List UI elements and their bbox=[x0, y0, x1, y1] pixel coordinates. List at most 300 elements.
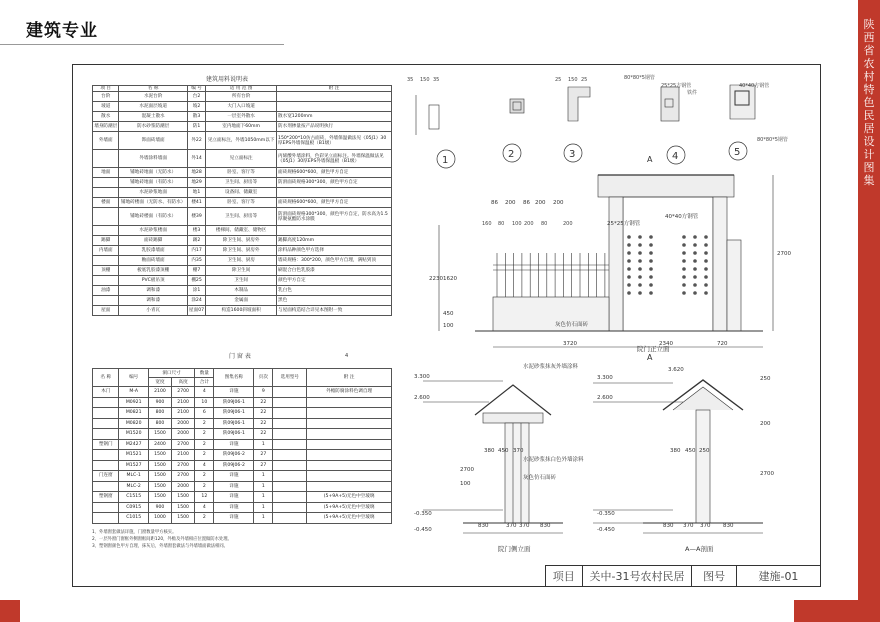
table-cell: (5+9A+5)无色中空玻璃 bbox=[307, 492, 392, 503]
door-stud bbox=[704, 267, 708, 271]
door-stud bbox=[693, 291, 697, 295]
table-cell: 涂1 bbox=[187, 286, 205, 296]
svg-text:3.620: 3.620 bbox=[668, 367, 684, 373]
bottom-right-band bbox=[794, 600, 880, 622]
door-stud bbox=[627, 291, 631, 295]
table-cell: 2100 bbox=[148, 387, 171, 398]
table-cell: 踢2 bbox=[187, 236, 205, 246]
table-cell: 27 bbox=[254, 450, 273, 461]
table-cell: 详施 bbox=[214, 481, 254, 492]
table-cell: 900 bbox=[148, 502, 171, 513]
svg-text:380: 380 bbox=[484, 448, 495, 454]
svg-text:-0.450: -0.450 bbox=[597, 527, 615, 533]
table-cell: 详施 bbox=[214, 471, 254, 482]
table-cell: 详施 bbox=[214, 513, 254, 524]
svg-text:80*80*5钢管: 80*80*5钢管 bbox=[624, 75, 655, 81]
door-stud bbox=[704, 251, 708, 255]
svg-text:830: 830 bbox=[723, 523, 734, 529]
table-cell: 陕09J06-1 bbox=[214, 408, 254, 419]
table-cell: 外檐防腐涂料色调自理 bbox=[307, 387, 392, 398]
svg-text:370: 370 bbox=[683, 523, 694, 529]
table-cell: 铺地砖楼面（有防水） bbox=[119, 208, 187, 226]
door-stud bbox=[704, 275, 708, 279]
door-stud bbox=[693, 259, 697, 263]
detail-marker-1: 1 bbox=[442, 155, 449, 166]
table-cell: 颜色甲方自定 bbox=[277, 276, 392, 286]
svg-text:250: 250 bbox=[760, 376, 771, 382]
svg-text:1620: 1620 bbox=[443, 276, 457, 282]
table-cell: 2 bbox=[195, 418, 214, 429]
table-cell: 乳白色 bbox=[277, 286, 392, 296]
door-stud bbox=[682, 275, 686, 279]
table-cell: (5+9A+5)无色中空玻璃 bbox=[307, 502, 392, 513]
table-cell: 卫生间、厨房等 bbox=[206, 178, 277, 188]
svg-text:35: 35 bbox=[407, 77, 414, 83]
door-stud bbox=[638, 259, 642, 263]
detail-2-shape bbox=[510, 99, 524, 113]
svg-text:铁件: 铁件 bbox=[687, 90, 698, 96]
table-cell: 门连窗 bbox=[93, 471, 119, 482]
door-window-header-cell: 选用型号 bbox=[273, 369, 307, 387]
svg-text:2.600: 2.600 bbox=[414, 395, 430, 401]
table-cell: 4 bbox=[195, 387, 214, 398]
table-cell: 1 bbox=[254, 513, 273, 524]
svg-text:830: 830 bbox=[478, 523, 489, 529]
svg-text:水泥砂浆抹白色外墙涂料: 水泥砂浆抹白色外墙涂料 bbox=[523, 457, 584, 463]
table-cell: 2 bbox=[195, 471, 214, 482]
table-cell: 1500 bbox=[148, 460, 171, 471]
table-cell: 22 bbox=[254, 408, 273, 419]
svg-text:A: A bbox=[647, 155, 653, 164]
door-window-header-cell: 附 注 bbox=[307, 369, 392, 387]
table-cell: 外墙面 bbox=[93, 132, 119, 150]
table-cell: 陕09J06-2 bbox=[214, 460, 254, 471]
svg-text:80*80*5钢管: 80*80*5钢管 bbox=[757, 137, 788, 143]
table-cell: 2 bbox=[195, 481, 214, 492]
table-cell: 防水砂浆防潮层 bbox=[119, 122, 187, 132]
table-cell: 调和漆 bbox=[119, 296, 187, 306]
svg-text:2700: 2700 bbox=[760, 471, 774, 477]
table-cell: 除卫生间、厨房外 bbox=[206, 246, 277, 256]
table-cell: 所有台阶 bbox=[206, 92, 277, 102]
table-cell: 卫生间、厨房等 bbox=[206, 208, 277, 226]
table-cell: 900 bbox=[148, 397, 171, 408]
door-stud bbox=[682, 283, 686, 287]
svg-text:2700: 2700 bbox=[460, 467, 474, 473]
table-cell: 详施 bbox=[214, 492, 254, 503]
table-cell: 一层室外散水 bbox=[206, 112, 277, 122]
table-cell: 外14 bbox=[187, 150, 205, 168]
table-cell: 800 bbox=[148, 408, 171, 419]
door-stud bbox=[649, 251, 653, 255]
table-cell: 见立面标注，外墙1050mm以下 bbox=[206, 132, 277, 150]
table-cell: 塑钢门 bbox=[93, 439, 119, 450]
table-cell: 地1 bbox=[187, 188, 205, 198]
table-cell: 1500 bbox=[172, 502, 195, 513]
table-cell: 塑钢窗 bbox=[93, 492, 119, 503]
table-cell: 陕09J06-2 bbox=[214, 450, 254, 461]
sheet-number: 建施-01 bbox=[758, 570, 799, 583]
svg-text:3.300: 3.300 bbox=[414, 374, 430, 380]
table-cell: 屋面 bbox=[93, 306, 119, 316]
svg-text:150: 150 bbox=[568, 77, 578, 83]
door-window-header-cell: 页次 bbox=[254, 369, 273, 387]
table-cell: 混凝土散水 bbox=[119, 112, 187, 122]
door-window-header-cell: 名 称 bbox=[93, 369, 119, 387]
materials-table-title: 建筑用料说明表 bbox=[206, 76, 249, 83]
project-label: 项目 bbox=[546, 566, 583, 586]
table-cell: 12 bbox=[195, 492, 214, 503]
table-cell: 设备间、储藏室 bbox=[206, 188, 277, 198]
door-stud bbox=[638, 283, 642, 287]
table-cell: 1500 bbox=[172, 513, 195, 524]
table-cell: 1500 bbox=[172, 492, 195, 503]
table-cell: 楼39 bbox=[187, 208, 205, 226]
table-cell: 详施 bbox=[214, 387, 254, 398]
svg-text:-0.350: -0.350 bbox=[597, 511, 615, 517]
table-cell: 2100 bbox=[172, 408, 195, 419]
table-cell: 外墙涂料墙面 bbox=[119, 150, 187, 168]
table-cell: 墙身防潮层 bbox=[93, 122, 119, 132]
detail-5-shape bbox=[730, 85, 755, 119]
table-cell: 1 bbox=[254, 492, 273, 503]
svg-text:380: 380 bbox=[670, 448, 681, 454]
svg-text:86: 86 bbox=[491, 200, 498, 206]
svg-text:25*25方钢管: 25*25方钢管 bbox=[661, 83, 692, 89]
door-stud bbox=[693, 235, 697, 239]
table-cell: M2427 bbox=[119, 439, 148, 450]
table-cell: 陕09J06-1 bbox=[214, 418, 254, 429]
table-cell: 卧室、客厅等 bbox=[206, 168, 277, 178]
table-cell: 2700 bbox=[172, 387, 195, 398]
table-cell: 乳胶漆墙面 bbox=[119, 246, 187, 256]
note-line: 3、塑钢窗颜色甲方自理，抹灰后，外墙窗套做法与外墙墙面做法相同。 bbox=[92, 544, 228, 549]
table-cell: 卫生间 bbox=[206, 276, 277, 286]
svg-text:80: 80 bbox=[498, 221, 505, 227]
svg-text:2.600: 2.600 bbox=[597, 395, 613, 401]
table-cell: (5+9A+5)无色中空玻璃 bbox=[307, 513, 392, 524]
materials-header-cell: 附 注 bbox=[277, 86, 392, 92]
table-cell: 散3 bbox=[187, 112, 205, 122]
table-cell: 防水剂掺量按产品说明执行 bbox=[277, 122, 392, 132]
svg-text:150: 150 bbox=[420, 77, 430, 83]
door-window-subheader-cell: 宽度 bbox=[148, 378, 171, 387]
table-cell: 踢脚 bbox=[93, 236, 119, 246]
svg-text:200: 200 bbox=[760, 421, 771, 427]
table-cell: 详施 bbox=[214, 439, 254, 450]
svg-text:370: 370 bbox=[700, 523, 711, 529]
table-cell: 地29 bbox=[187, 178, 205, 188]
svg-text:3720: 3720 bbox=[563, 341, 577, 347]
drawing-sheet bbox=[72, 64, 821, 587]
table-cell: 水泥砂浆地面 bbox=[119, 188, 187, 198]
table-cell: 与屋面构造结合详见本图附一致 bbox=[277, 306, 392, 316]
svg-text:灰色仿石面砖: 灰色仿石面砖 bbox=[523, 475, 557, 481]
door-window-table-title: 门 窗 表 bbox=[229, 353, 251, 360]
door-stud bbox=[627, 283, 631, 287]
table-cell: 1500 bbox=[148, 450, 171, 461]
door-stud bbox=[704, 283, 708, 287]
table-cell: C1515 bbox=[119, 492, 148, 503]
svg-text:25*25方钢管: 25*25方钢管 bbox=[607, 221, 641, 227]
table-cell: 2100 bbox=[172, 397, 195, 408]
svg-text:450: 450 bbox=[443, 311, 454, 317]
table-cell: M-A bbox=[119, 387, 148, 398]
svg-text:25: 25 bbox=[555, 77, 562, 83]
table-cell: 面砖踢脚 bbox=[119, 236, 187, 246]
svg-text:3.300: 3.300 bbox=[597, 375, 613, 381]
door-window-header-cell: 编号 bbox=[119, 369, 148, 387]
table-cell: 釉面砖墙面 bbox=[119, 256, 187, 266]
svg-text:200: 200 bbox=[563, 221, 573, 227]
svg-text:100: 100 bbox=[443, 323, 454, 329]
sheet-label: 图号 bbox=[692, 566, 737, 586]
table-cell: 27 bbox=[254, 460, 273, 471]
svg-text:200: 200 bbox=[535, 200, 546, 206]
door-stud bbox=[638, 235, 642, 239]
door-stud bbox=[682, 251, 686, 255]
table-cell: 陕09J06-1 bbox=[214, 429, 254, 440]
header-divider bbox=[0, 44, 284, 45]
svg-text:450: 450 bbox=[498, 448, 509, 454]
table-cell: 2 bbox=[195, 450, 214, 461]
svg-text:720: 720 bbox=[717, 341, 728, 347]
table-cell: 9 bbox=[254, 387, 273, 398]
table-cell: 楼面 bbox=[93, 198, 119, 208]
table-cell: 大门入口坡道 bbox=[206, 102, 277, 112]
table-cell: 内35 bbox=[187, 256, 205, 266]
svg-text:830: 830 bbox=[540, 523, 551, 529]
table-cell: 木制品 bbox=[206, 286, 277, 296]
door-stud bbox=[704, 291, 708, 295]
table-cell: C1015 bbox=[119, 513, 148, 524]
section-title: A—A剖面 bbox=[685, 545, 714, 553]
table-cell: M1520 bbox=[119, 429, 148, 440]
table-cell: 楼3 bbox=[187, 226, 205, 236]
title-block bbox=[545, 565, 820, 586]
table-cell: 2700 bbox=[172, 439, 195, 450]
section-drawing bbox=[593, 380, 763, 533]
door-stud bbox=[649, 243, 653, 247]
table-cell: 22 bbox=[254, 429, 273, 440]
table-cell: 坡道 bbox=[93, 102, 119, 112]
door-stud bbox=[638, 291, 642, 295]
door-stud bbox=[627, 259, 631, 263]
table-cell: 油漆 bbox=[93, 286, 119, 296]
door-stud bbox=[704, 235, 708, 239]
table-cell: 2 bbox=[195, 513, 214, 524]
door-stud bbox=[649, 259, 653, 263]
table-cell: 2700 bbox=[172, 460, 195, 471]
svg-text:86: 86 bbox=[523, 200, 530, 206]
table-cell: C0915 bbox=[119, 502, 148, 513]
svg-text:200: 200 bbox=[524, 221, 534, 227]
drawings-svg bbox=[73, 65, 820, 565]
table-cell: 2700 bbox=[172, 471, 195, 482]
table-cell: 金属面 bbox=[206, 296, 277, 306]
table-cell: 150*200*10仿古面砖，外墙保温做法见《05J1》30厚EPS外墙保温板（B1级） bbox=[277, 132, 392, 150]
table-cell: 顶棚 bbox=[93, 266, 119, 276]
table-cell: 防滑面砖规格300*300，颜色甲方自定，防水高为1.5厚聚氨酯防水涂膜 bbox=[277, 208, 392, 226]
table-cell: 饰面砖墙面 bbox=[119, 132, 187, 150]
table-cell: 1500 bbox=[148, 471, 171, 482]
table-cell: 陕09J06-1 bbox=[214, 397, 254, 408]
table-cell: 卧室、客厅等 bbox=[206, 198, 277, 208]
door-stud bbox=[649, 291, 653, 295]
door-stud bbox=[638, 267, 642, 271]
materials-header-cell: 名 称 bbox=[119, 86, 187, 92]
table-cell: PVC板吊顶 bbox=[119, 276, 187, 286]
door-window-header-cell: 图集名称 bbox=[214, 369, 254, 387]
table-cell: 踢脚高度120mm bbox=[277, 236, 392, 246]
table-cell: 散水 bbox=[93, 112, 119, 122]
table-cell: 地面 bbox=[93, 168, 119, 178]
svg-text:40*40方钢管: 40*40方钢管 bbox=[665, 214, 699, 220]
project-name: 关中-31号农村民居 bbox=[583, 566, 693, 586]
table-cell: 1 bbox=[254, 471, 273, 482]
door-window-subheader-cell: 合计 bbox=[195, 378, 214, 387]
door-stud bbox=[627, 267, 631, 271]
door-stud bbox=[649, 283, 653, 287]
detail-markers bbox=[437, 142, 747, 168]
table-cell: 楼梯间、储藏室、储物区 bbox=[206, 226, 277, 236]
table-cell: 1 bbox=[254, 481, 273, 492]
table-cell: 800 bbox=[148, 418, 171, 429]
page-title: 建筑专业 bbox=[26, 21, 98, 41]
table-cell: 铺地砖地面（无防水） bbox=[119, 168, 187, 178]
svg-text:450: 450 bbox=[685, 448, 696, 454]
table-cell: 丙烯酸外墙涂料，色彩见立面标注。外墙保温做法见《05J1》30厚EPS外墙保温板（B1级） bbox=[277, 150, 392, 168]
svg-text:370: 370 bbox=[519, 523, 530, 529]
door-stud bbox=[693, 243, 697, 247]
table-cell: 内墙面 bbox=[93, 246, 119, 256]
table-cell: M1521 bbox=[119, 450, 148, 461]
svg-text:200: 200 bbox=[505, 200, 516, 206]
table-cell: 2000 bbox=[172, 429, 195, 440]
table-cell: 1500 bbox=[148, 429, 171, 440]
table-cell: 面砖规格600*600，颜色甲方自定 bbox=[277, 168, 392, 178]
table-cell: 22 bbox=[254, 418, 273, 429]
svg-text:-0.350: -0.350 bbox=[414, 511, 432, 517]
table-cell: 台2 bbox=[187, 92, 205, 102]
detail-1-shape bbox=[429, 105, 439, 129]
table-cell: 楼41 bbox=[187, 198, 205, 208]
detail-3-shape bbox=[568, 87, 590, 121]
table-cell: 棚25 bbox=[187, 276, 205, 286]
table-cell: 水泥面层坡道 bbox=[119, 102, 187, 112]
note-line: 1、外墙窗套做法详施，门窗数量甲方核实。 bbox=[92, 530, 177, 535]
table-cell: 调和漆 bbox=[119, 286, 187, 296]
door-stud bbox=[682, 259, 686, 263]
svg-text:370: 370 bbox=[513, 448, 524, 454]
door-stud bbox=[627, 235, 631, 239]
table-cell: 木门 bbox=[93, 387, 119, 398]
table-cell: 2100 bbox=[172, 450, 195, 461]
table-cell: 1 bbox=[254, 439, 273, 450]
svg-text:370: 370 bbox=[506, 523, 517, 529]
table-cell: 刷混合白色乳胶漆 bbox=[277, 266, 392, 276]
front-elevation bbox=[439, 175, 773, 347]
side-banner bbox=[858, 0, 880, 600]
table-cell: 墙砖规格：300*200，颜色甲方自理，满贴到顶 bbox=[277, 256, 392, 266]
table-cell: 防1 bbox=[187, 122, 205, 132]
door-stud bbox=[627, 243, 631, 247]
table-cell: 台阶 bbox=[93, 92, 119, 102]
door-stud bbox=[649, 275, 653, 279]
door-stud bbox=[693, 267, 697, 271]
door-stud bbox=[693, 275, 697, 279]
svg-text:160: 160 bbox=[482, 221, 492, 227]
table-cell: 见立面标注 bbox=[206, 150, 277, 168]
table-cell: 铺地砖地面（有防水） bbox=[119, 178, 187, 188]
table-cell: 10 bbox=[195, 397, 214, 408]
door-stud bbox=[682, 235, 686, 239]
table-cell: 1500 bbox=[148, 481, 171, 492]
table-cell: 散水宽1200mm bbox=[277, 112, 392, 122]
door-stud bbox=[682, 291, 686, 295]
table-cell: 水泥砂浆楼面 bbox=[119, 226, 187, 236]
bottom-left-band bbox=[0, 600, 20, 622]
door-stud bbox=[638, 251, 642, 255]
facing-brick-label: 灰色仿石面砖 bbox=[555, 322, 589, 328]
table-cell: MLC-2 bbox=[119, 481, 148, 492]
table-cell: 4 bbox=[195, 460, 214, 471]
table-cell: 面砖规格600*600，颜色甲方自定 bbox=[277, 198, 392, 208]
table-cell: 小青瓦 bbox=[119, 306, 187, 316]
svg-text:2230: 2230 bbox=[429, 276, 443, 282]
table-cell: 棚7 bbox=[187, 266, 205, 276]
table-cell: 6 bbox=[195, 408, 214, 419]
svg-text:A: A bbox=[647, 353, 653, 362]
table-cell: 涂料品种颜色甲方选择 bbox=[277, 246, 392, 256]
svg-text:水泥砂浆抹灰外墙涂料: 水泥砂浆抹灰外墙涂料 bbox=[523, 364, 579, 370]
door-stud bbox=[638, 275, 642, 279]
table-cell: 内17 bbox=[187, 246, 205, 256]
door-stud bbox=[693, 251, 697, 255]
detail-drawings bbox=[416, 85, 755, 135]
table-cell: 2 bbox=[195, 429, 214, 440]
svg-text:-0.450: -0.450 bbox=[414, 527, 432, 533]
svg-text:40*40方钢管: 40*40方钢管 bbox=[739, 83, 770, 89]
front-elevation-title: 院门正立面 bbox=[637, 345, 670, 353]
note-line: 2、一层外窗门窗框外侧窗框间距120，外檐及外墙相应位置做防水处理。 bbox=[92, 537, 232, 542]
door-stud bbox=[704, 259, 708, 263]
door-stud bbox=[682, 243, 686, 247]
section-labels bbox=[597, 367, 774, 553]
detail-marker-5: 5 bbox=[734, 147, 741, 158]
side-banner-text: 陕 西 省 农 村 特 色 民 居 设 计 图 集 bbox=[863, 18, 875, 187]
svg-text:80: 80 bbox=[541, 221, 548, 227]
door-window-subheader-cell: 高度 bbox=[172, 378, 195, 387]
table-cell: 构造1600斜坡面积 bbox=[206, 306, 277, 316]
table-cell: M0820 bbox=[119, 418, 148, 429]
table-cell: 地28 bbox=[187, 168, 205, 178]
door-stud bbox=[693, 283, 697, 287]
table-cell: 防滑面砖规格300*300，颜色甲方自定 bbox=[277, 178, 392, 188]
door-window-page-mark: 4 bbox=[345, 353, 349, 359]
table-cell: 2000 bbox=[172, 481, 195, 492]
side-elevation-title: 院门侧立面 bbox=[498, 545, 531, 553]
table-cell: M0821 bbox=[119, 408, 148, 419]
svg-text:100: 100 bbox=[460, 481, 471, 487]
door-stud bbox=[627, 251, 631, 255]
svg-text:200: 200 bbox=[553, 200, 564, 206]
door-stud bbox=[638, 243, 642, 247]
materials-header-cell: 适 用 范 围 bbox=[206, 86, 277, 92]
svg-text:35: 35 bbox=[433, 77, 440, 83]
svg-text:2340: 2340 bbox=[659, 341, 673, 347]
detail-marker-4: 4 bbox=[672, 151, 679, 162]
